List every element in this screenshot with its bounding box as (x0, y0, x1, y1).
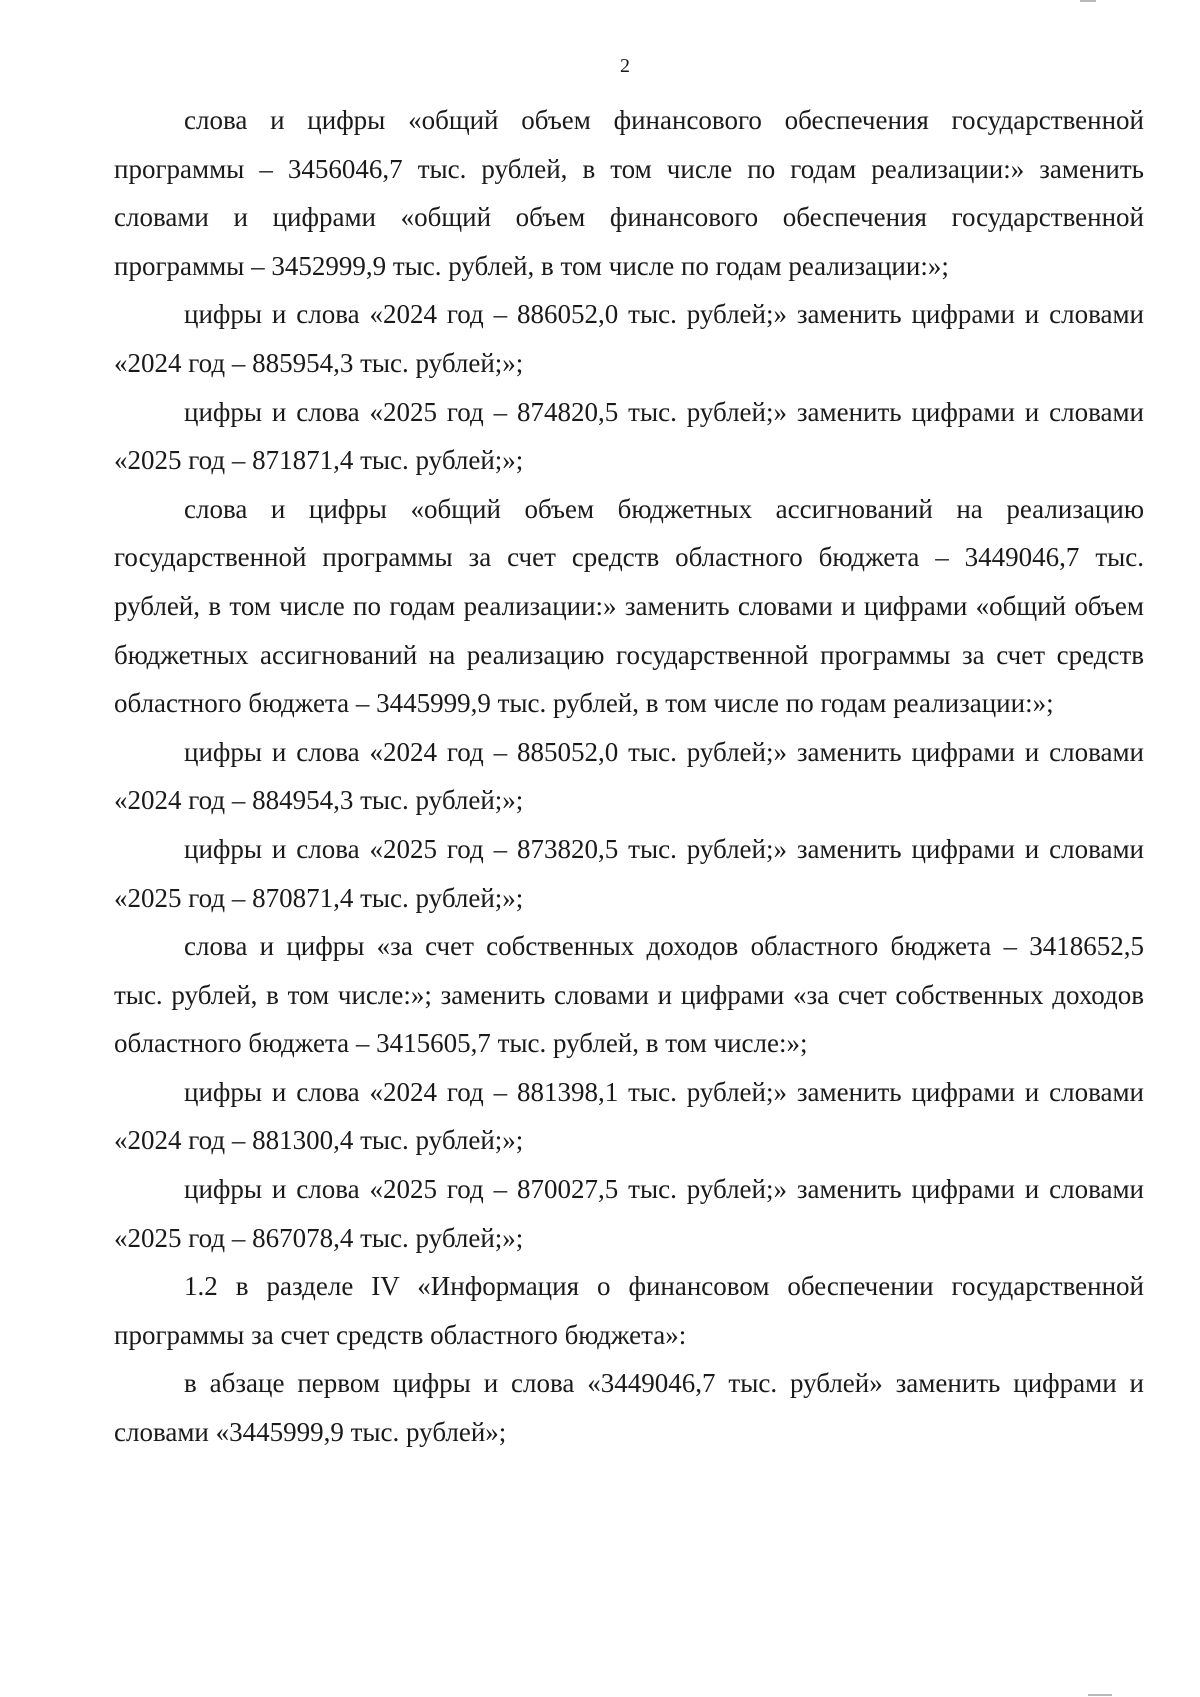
paragraph-2024-budget: цифры и слова «2024 год – 885052,0 тыс. рублей;» заменить цифрами и словами «2024 год – 884954,3 тыс. рублей;»; (114, 736, 1144, 816)
paragraph-own-revenues: слова и цифры «за счет собственных доходов областного бюджета – 3418652,5 тыс. рублей, в том числе:»; заменить словами и цифрами «за счет собственных доходов областного бюджета – 3415605,7 тыс. рублей, в том числе:»; (114, 931, 1144, 1059)
paragraph-budget-allocations: слова и цифры «общий объем бюджетных ассигнований на реализацию государственной программы за счет средств областного бюджета – 3449046,7 тыс. рублей, в том числе по годам реализации:» заменить словами и цифрами «общий объем бюджетных ассигнований на реализацию государственной программы за счет средств областного бюджета – 3445999,9 тыс. рублей, в том числе по годам реализации:»; (114, 493, 1144, 719)
paragraph-2024-own-revenues: цифры и слова «2024 год – 881398,1 тыс. рублей;» заменить цифрами и словами «2024 год – 881300,4 тыс. рублей;»; (114, 1076, 1144, 1156)
paragraph-2025-own-revenues: цифры и слова «2025 год – 870027,5 тыс. рублей;» заменить цифрами и словами «2025 год – 867078,4 тыс. рублей;»; (114, 1174, 1144, 1253)
paragraph-2025-budget: цифры и слова «2025 год – 873820,5 тыс. рублей;» заменить цифрами и словами «2025 год – 870871,4 тыс. рублей;»; (114, 833, 1144, 913)
page-number: 2 (620, 55, 630, 77)
scan-artifact-bottom (1088, 1694, 1112, 1696)
paragraph-2025-total: цифры и слова «2025 год – 874820,5 тыс. рублей;» заменить цифрами и словами «2025 год – 871871,4 тыс. рублей;»; (114, 396, 1144, 476)
paragraph-total-funding: слова и цифры «общий объем финансового обеспечения государственной программы – 3456046,7 тыс. рублей, в том числе по годам реализации:» заменить словами и цифрами «общий объем финансового обеспечения государственной программы – 3452999,9 тыс. рублей, в том числе по годам реализации:»; (114, 105, 1144, 281)
scan-artifact-top (1080, 0, 1096, 2)
paragraph-section-iv: 1.2 в разделе IV «Информация о финансовом обеспечении государственной программы за счет средств областного бюджета»: (114, 1271, 1144, 1350)
paragraph-2024-total: цифры и слова «2024 год – 886052,0 тыс. рублей;» заменить цифрами и словами «2024 год – 885954,3 тыс. рублей;»; (114, 299, 1144, 378)
paragraph-first-abzac: в абзаце первом цифры и слова «3449046,7 тыс. рублей» заменить цифрами и словами «3445999,9 тыс. рублей»; (114, 1368, 1144, 1448)
document-body (114, 96, 1144, 1457)
